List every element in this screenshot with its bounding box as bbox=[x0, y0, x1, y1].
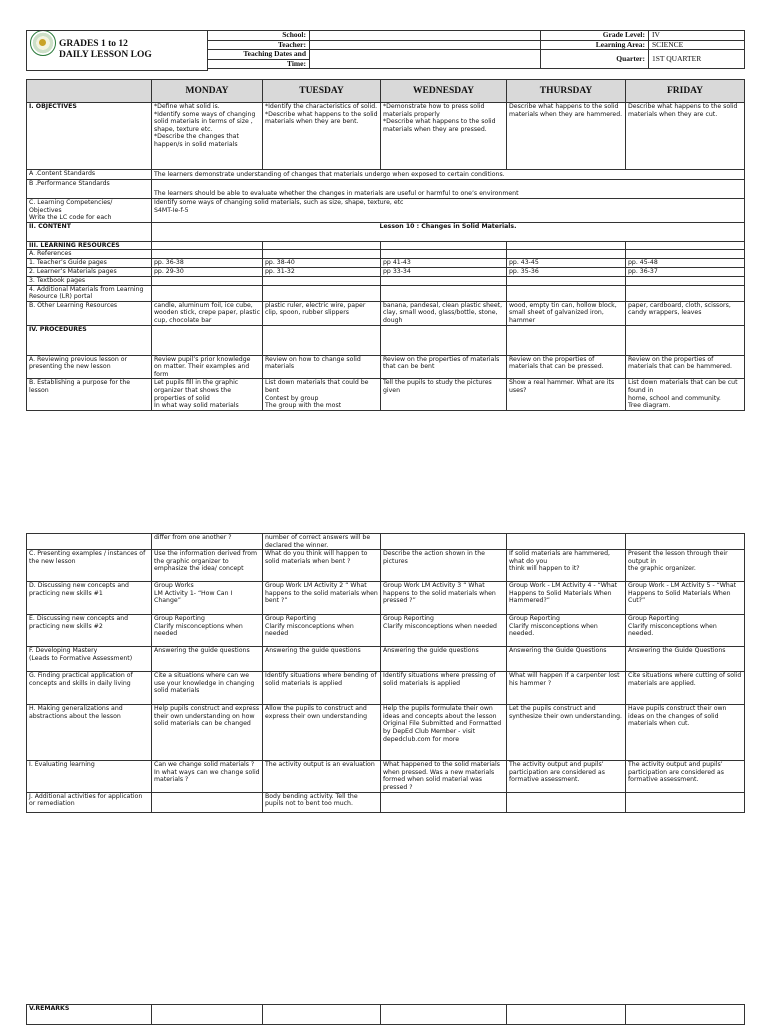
cell-monday: Let pupils fill in the graphic organizer that shows the properties of solid In what way solid materials bbox=[152, 379, 263, 410]
row-span-cell: Identify some ways of changing solid materials, such as size, shape, texture, etc S4MT-Ie-f-5 bbox=[152, 199, 745, 223]
cell-wednesday: *Demonstrate how to press solid materials properly *Describe what happens to the solid materials when they are pressed. bbox=[381, 103, 507, 170]
row-label: II. CONTENT bbox=[27, 222, 152, 241]
cell-monday bbox=[152, 285, 263, 301]
cell-thursday bbox=[507, 276, 626, 285]
table-row bbox=[27, 379, 745, 410]
cell-friday: Have pupils construct their own ideas on the changes of solid materials when cut. bbox=[626, 705, 745, 761]
cell-tuesday: The activity output is an evaluation bbox=[263, 761, 381, 792]
cell-wednesday: banana, pandesal, clean plastic sheet, clay, small wood, glass/bottle, stone, dough bbox=[381, 301, 507, 325]
cell-wednesday: pp 33-34 bbox=[381, 267, 507, 276]
cell-monday bbox=[152, 1005, 263, 1025]
row-label: B .Performance Standards bbox=[27, 180, 152, 199]
table-row bbox=[27, 267, 745, 276]
cell-thursday bbox=[507, 1005, 626, 1025]
cell-friday: The activity output and pupils’ participation are considered as formative assessment. bbox=[626, 761, 745, 792]
cell-thursday: Answering the Guide Questions bbox=[507, 647, 626, 672]
cell-thursday: wood, empty tin can, hollow block, small sheet of galvanized iron, hammer bbox=[507, 301, 626, 325]
cell-friday: List down materials that can be cut found in home, school and community. Tree diagram. bbox=[626, 379, 745, 410]
quarter-value[interactable]: 1ST QUARTER bbox=[649, 50, 745, 69]
table-row bbox=[27, 250, 745, 259]
cell-tuesday: number of correct answers will be declared the winner. bbox=[263, 534, 381, 550]
cell-monday: Group Reporting Clarify misconceptions when needed bbox=[152, 615, 263, 647]
cell-monday: Group Works LM Activity 1- “How Can I Change” bbox=[152, 582, 263, 615]
row-label: A. References bbox=[27, 250, 152, 259]
row-span-cell: The learners should be able to evaluate whether the changes in materials are useful or harmful to one’s environment bbox=[152, 180, 745, 199]
cell-wednesday: Review on the properties of materials that can be bent bbox=[381, 355, 507, 379]
row-label: D. Discussing new concepts and practicing new skills #1 bbox=[27, 582, 152, 615]
cell-friday: Review on the properties of materials that can be hammered. bbox=[626, 355, 745, 379]
table-row bbox=[27, 761, 745, 792]
cell-tuesday: *Identify the characteristics of solid. *Describe what happens to the solid materials when they are bent. bbox=[263, 103, 381, 170]
cell-friday: pp. 36-37 bbox=[626, 267, 745, 276]
cell-wednesday bbox=[381, 276, 507, 285]
cell-wednesday bbox=[381, 534, 507, 550]
row-label: E. Discussing new concepts and practicing new skills #2 bbox=[27, 615, 152, 647]
cell-friday bbox=[626, 1005, 745, 1025]
cell-monday: Help pupils construct and express their own understanding on how solid materials can be changed bbox=[152, 705, 263, 761]
cell-monday bbox=[152, 792, 263, 812]
cell-thursday bbox=[507, 285, 626, 301]
row-label: C. Presenting examples / instances of the new lesson bbox=[27, 550, 152, 582]
cell-monday: Can we change solid materials ? In what ways can we change solid materials ? bbox=[152, 761, 263, 792]
cell-thursday bbox=[507, 241, 626, 250]
cell-tuesday: pp. 38-40 bbox=[263, 258, 381, 267]
cell-friday: paper, cardboard, cloth, scissors, candy wrappers, leaves bbox=[626, 301, 745, 325]
cell-tuesday: List down materials that could be bent Contest by group The group with the most bbox=[263, 379, 381, 410]
cell-friday bbox=[626, 534, 745, 550]
teaching-dates-label-2: Time: bbox=[208, 59, 310, 69]
school-label: School: bbox=[208, 31, 310, 41]
table-row bbox=[27, 222, 745, 241]
cell-monday bbox=[152, 250, 263, 259]
row-label bbox=[27, 534, 152, 550]
cell-tuesday bbox=[263, 276, 381, 285]
cell-wednesday: Tell the pupils to study the pictures given bbox=[381, 379, 507, 410]
quarter-label: Quarter: bbox=[541, 50, 649, 69]
cell-tuesday bbox=[263, 250, 381, 259]
cell-thursday: The activity output and pupils’ participation are considered as formative assessment. bbox=[507, 761, 626, 792]
cell-friday bbox=[626, 250, 745, 259]
cell-thursday bbox=[507, 792, 626, 812]
cell-wednesday bbox=[381, 325, 507, 355]
cell-monday: differ from one another ? bbox=[152, 534, 263, 550]
corner-cell bbox=[27, 80, 152, 103]
cell-monday: *Define what solid is. *Identify some ways of changing solid materials in terms of size , shape, texture etc. *Describe the changes that happen/s in solid materials bbox=[152, 103, 263, 170]
cell-tuesday bbox=[263, 325, 381, 355]
cell-monday: pp. 36-38 bbox=[152, 258, 263, 267]
row-label: J. Additional activities for application or remediation bbox=[27, 792, 152, 812]
cell-tuesday bbox=[263, 1005, 381, 1025]
cell-thursday: Group Reporting Clarify misconceptions when needed. bbox=[507, 615, 626, 647]
grade-level-label: Grade Level: bbox=[541, 31, 649, 41]
cell-tuesday: Review on how to change solid materials bbox=[263, 355, 381, 379]
cell-thursday: pp. 43-45 bbox=[507, 258, 626, 267]
cell-tuesday: What do you think will happen to solid materials when bent ? bbox=[263, 550, 381, 582]
cell-wednesday: Describe the action shown in the pictures bbox=[381, 550, 507, 582]
day-header-monday: MONDAY bbox=[152, 80, 263, 103]
cell-wednesday: Help the pupils formulate their own ideas and concepts about the lesson Original File Submitted and Formatted by DepEd Club Member - visit depedclub.com for more bbox=[381, 705, 507, 761]
cell-monday: Review pupil’s prior knowledge on matter. Their examples and form bbox=[152, 355, 263, 379]
table-row bbox=[27, 301, 745, 325]
cell-wednesday bbox=[381, 285, 507, 301]
cell-tuesday: Body bending activity. Tell the pupils not to bent too much. bbox=[263, 792, 381, 812]
teaching-dates-label-1: Teaching Dates and bbox=[208, 50, 310, 60]
teacher-label: Teacher: bbox=[208, 40, 310, 50]
cell-thursday: What will happen if a carpenter lost his hammer ? bbox=[507, 672, 626, 705]
lesson-log-table bbox=[26, 79, 745, 411]
row-label: B. Establishing a purpose for the lesson bbox=[27, 379, 152, 410]
table-row bbox=[27, 534, 745, 550]
teacher-value[interactable] bbox=[310, 40, 541, 50]
table-row bbox=[27, 103, 745, 170]
cell-wednesday bbox=[381, 241, 507, 250]
cell-monday: Use the information derived from the graphic organizer to emphasize the idea/ concept bbox=[152, 550, 263, 582]
cell-friday bbox=[626, 276, 745, 285]
cell-tuesday: Group Work LM Activity 2 “ What happens to the solid materials when bent ?” bbox=[263, 582, 381, 615]
row-label: IV. PROCEDURES bbox=[27, 325, 152, 355]
cell-wednesday bbox=[381, 792, 507, 812]
table-row bbox=[27, 285, 745, 301]
cell-friday: Describe what happens to the solid materials when they are cut. bbox=[626, 103, 745, 170]
cell-wednesday: Answering the guide questions bbox=[381, 647, 507, 672]
teaching-dates-value[interactable] bbox=[310, 50, 541, 69]
learning-area-label: Learning Area: bbox=[541, 40, 649, 50]
cell-monday bbox=[152, 241, 263, 250]
cell-monday: Cite a situations where can we use your knowledge in changing solid materials bbox=[152, 672, 263, 705]
table-row bbox=[27, 647, 745, 672]
cell-thursday: Describe what happens to the solid materials when they are hammered. bbox=[507, 103, 626, 170]
cell-friday: Answering the Guide Questions bbox=[626, 647, 745, 672]
cell-friday: Present the lesson through their output in the graphic organizer. bbox=[626, 550, 745, 582]
table-row bbox=[27, 241, 745, 250]
table-row bbox=[27, 170, 745, 180]
day-header-tuesday: TUESDAY bbox=[263, 80, 381, 103]
table-row bbox=[27, 276, 745, 285]
cell-wednesday: Identify situations where pressing of solid materials is applied bbox=[381, 672, 507, 705]
table-row bbox=[27, 705, 745, 761]
day-header-friday: FRIDAY bbox=[626, 80, 745, 103]
table-row bbox=[27, 325, 745, 355]
cell-friday bbox=[626, 241, 745, 250]
cell-tuesday: pp. 31-32 bbox=[263, 267, 381, 276]
cell-wednesday bbox=[381, 250, 507, 259]
table-row bbox=[27, 550, 745, 582]
day-header-wednesday: WEDNESDAY bbox=[381, 80, 507, 103]
cell-tuesday: plastic ruler, electric wire, paper clip, spoon, rubber slippers bbox=[263, 301, 381, 325]
row-label: 3. Textbook pages bbox=[27, 276, 152, 285]
cell-tuesday bbox=[263, 285, 381, 301]
cell-thursday: If solid materials are hammered, what do you think will happen to it? bbox=[507, 550, 626, 582]
row-label: G. Finding practical application of concepts and skills in daily living bbox=[27, 672, 152, 705]
table-row bbox=[27, 672, 745, 705]
learning-area-value[interactable]: SCIENCE bbox=[649, 40, 745, 50]
row-span-cell: Lesson 10 : Changes in Solid Materials. bbox=[152, 222, 745, 241]
cell-friday: pp. 45-48 bbox=[626, 258, 745, 267]
cell-monday bbox=[152, 276, 263, 285]
cell-monday: pp. 29-30 bbox=[152, 267, 263, 276]
cell-friday: Cite situations where cutting of solid materials are applied. bbox=[626, 672, 745, 705]
cell-wednesday: Group Reporting Clarify misconceptions when needed bbox=[381, 615, 507, 647]
lesson-log-table-continued bbox=[26, 533, 745, 813]
row-label: A. Reviewing previous lesson or presenting the new lesson bbox=[27, 355, 152, 379]
grade-level-value[interactable]: IV bbox=[649, 31, 745, 41]
cell-wednesday: What happened to the solid materials when pressed. Was a new materials formed when solid material was pressed ? bbox=[381, 761, 507, 792]
row-label: C. Learning Competencies/ Objectives Write the LC code for each bbox=[27, 199, 152, 223]
cell-thursday: pp. 35-36 bbox=[507, 267, 626, 276]
cell-wednesday: pp 41-43 bbox=[381, 258, 507, 267]
title-block bbox=[27, 31, 208, 71]
day-header-thursday: THURSDAY bbox=[507, 80, 626, 103]
cell-friday bbox=[626, 285, 745, 301]
cell-tuesday: Answering the guide questions bbox=[263, 647, 381, 672]
row-label: III. LEARNING RESOURCES bbox=[27, 241, 152, 250]
row-label: H. Making generalizations and abstractions about the lesson bbox=[27, 705, 152, 761]
cell-thursday: Show a real hammer. What are its uses? bbox=[507, 379, 626, 410]
row-label: I. OBJECTIVES bbox=[27, 103, 152, 170]
row-label: A .Content Standards bbox=[27, 170, 152, 180]
cell-thursday bbox=[507, 325, 626, 355]
table-row bbox=[27, 258, 745, 267]
table-row bbox=[27, 355, 745, 379]
row-label: 2. Learner’s Materials pages bbox=[27, 267, 152, 276]
cell-wednesday bbox=[381, 1005, 507, 1025]
row-label: V.REMARKS bbox=[27, 1005, 152, 1025]
cell-monday: Answering the guide questions bbox=[152, 647, 263, 672]
table-row bbox=[27, 199, 745, 223]
cell-thursday bbox=[507, 250, 626, 259]
cell-tuesday bbox=[263, 241, 381, 250]
remarks-table bbox=[26, 1004, 745, 1025]
cell-monday: candle, aluminum foil, ice cube, wooden stick, crepe paper, plastic cup, chocolate bar bbox=[152, 301, 263, 325]
table-row bbox=[27, 1005, 745, 1025]
cell-thursday: Let the pupils construct and synthesize their own understanding. bbox=[507, 705, 626, 761]
cell-thursday: Group Work - LM Activity 4 - “What Happens to Solid Materials When Hammered?” bbox=[507, 582, 626, 615]
cell-wednesday: Group Work LM Activity 3 “ What happens to the solid materials when pressed ?” bbox=[381, 582, 507, 615]
cell-monday bbox=[152, 325, 263, 355]
cell-friday: Group Reporting Clarify misconceptions when needed. bbox=[626, 615, 745, 647]
row-label: F. Developing Mastery (Leads to Formative Assessment) bbox=[27, 647, 152, 672]
table-row bbox=[27, 792, 745, 812]
row-label: B. Other Learning Resources bbox=[27, 301, 152, 325]
table-row bbox=[27, 615, 745, 647]
cell-friday: Group Work - LM Activity 5 - “What Happens to Solid Materials When Cut?” bbox=[626, 582, 745, 615]
row-label: I. Evaluating learning bbox=[27, 761, 152, 792]
table-row bbox=[27, 582, 745, 615]
cell-tuesday: Group Reporting Clarify misconceptions when needed bbox=[263, 615, 381, 647]
row-label: 4. Additional Materials from Learning Resource (LR) portal bbox=[27, 285, 152, 301]
cell-thursday bbox=[507, 534, 626, 550]
row-span-cell: The learners demonstrate understanding of changes that materials undergo when exposed to certain conditions. bbox=[152, 170, 745, 180]
cell-thursday: Review on the properties of materials that can be pressed. bbox=[507, 355, 626, 379]
title-line-2: DAILY LESSON LOG bbox=[59, 50, 152, 61]
cell-friday bbox=[626, 325, 745, 355]
school-value[interactable] bbox=[310, 31, 541, 41]
title-line-1: GRADES 1 to 12 bbox=[59, 39, 128, 50]
cell-friday bbox=[626, 792, 745, 812]
table-row bbox=[27, 180, 745, 199]
row-label: 1. Teacher’s Guide pages bbox=[27, 258, 152, 267]
cell-tuesday: Allow the pupils to construct and express their own understanding bbox=[263, 705, 381, 761]
header-table bbox=[26, 30, 745, 71]
cell-tuesday: Identify situations where bending of solid materials is applied bbox=[263, 672, 381, 705]
